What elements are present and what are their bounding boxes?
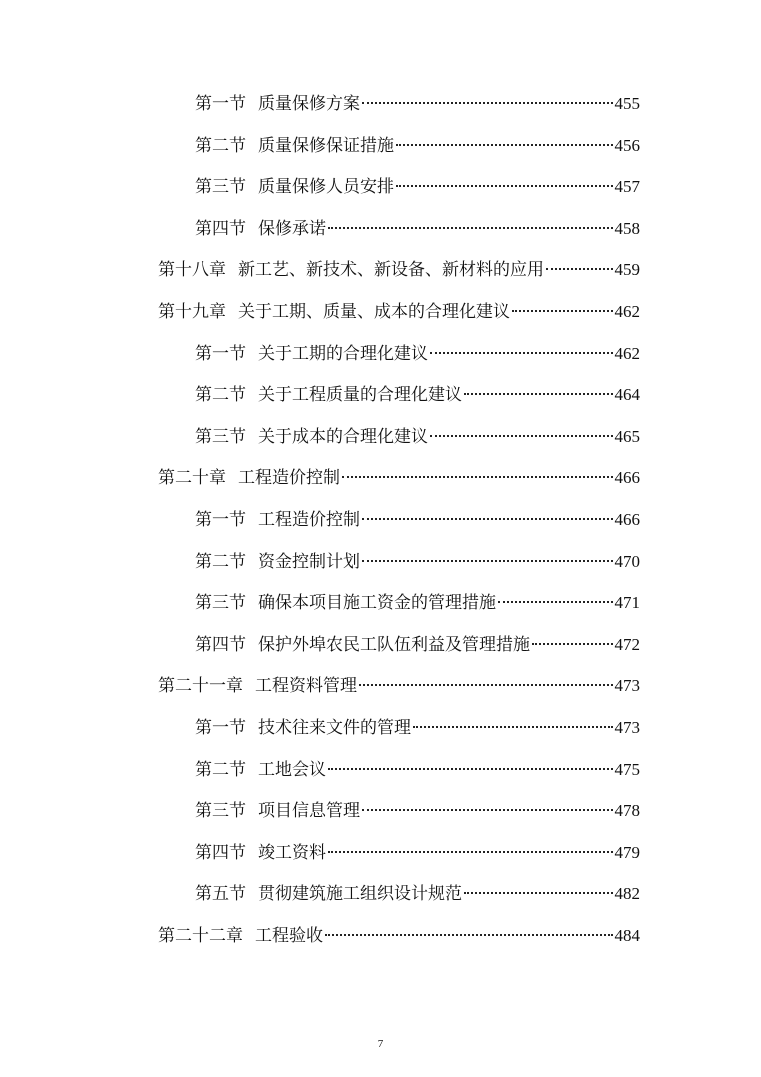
toc-section-entry[interactable] xyxy=(195,340,640,368)
toc-entry-label: 第三节 xyxy=(195,426,246,447)
toc-section-entry[interactable] xyxy=(195,90,640,118)
toc-entry-title: 工程造价控制 xyxy=(238,468,340,489)
dot-leader xyxy=(328,851,613,853)
toc-entry-title: 工程验收 xyxy=(255,926,323,946)
dot-leader xyxy=(430,435,613,437)
toc-entry-page-number: 482 xyxy=(614,884,640,904)
toc-entry-title: 保修承诺 xyxy=(258,218,326,239)
toc-section-entry[interactable] xyxy=(195,381,640,409)
toc-section-entry[interactable] xyxy=(195,132,640,160)
toc-entry-title: 贯彻建筑施工组织设计规范 xyxy=(258,884,462,905)
toc-entry-label: 第二节 xyxy=(195,551,246,572)
dot-leader xyxy=(464,393,613,395)
toc-entry-title: 资金控制计划 xyxy=(258,551,360,572)
toc-entry-title: 质量保修人员安排 xyxy=(258,177,394,198)
toc-entry-label: 第二节 xyxy=(195,135,246,156)
toc-section-entry[interactable] xyxy=(195,714,640,742)
dot-leader xyxy=(512,310,613,312)
dot-leader xyxy=(342,476,613,478)
toc-entry-label: 第四节 xyxy=(195,634,246,655)
dot-leader xyxy=(362,809,613,811)
toc-section-entry[interactable] xyxy=(195,173,640,201)
toc-entry-label: 第一节 xyxy=(195,510,246,530)
toc-entry-title: 质量保修方案 xyxy=(258,94,360,114)
dot-leader xyxy=(413,726,613,728)
toc-entry-label: 第二十章 xyxy=(158,468,226,489)
toc-entry-label: 第四节 xyxy=(195,218,246,239)
toc-chapter-entry[interactable] xyxy=(158,672,640,700)
toc-section-entry[interactable] xyxy=(195,506,640,534)
dot-leader xyxy=(430,352,613,354)
toc-entry-label: 第三节 xyxy=(195,177,246,198)
toc-entry-label: 第二节 xyxy=(195,385,246,406)
toc-chapter-entry[interactable] xyxy=(158,922,640,950)
toc-entry-title: 技术往来文件的管理 xyxy=(258,718,411,738)
toc-entry-title: 关于成本的合理化建议 xyxy=(258,426,428,447)
toc-section-entry[interactable] xyxy=(195,839,640,867)
toc-entry-title: 工程造价控制 xyxy=(258,510,360,530)
toc-entry-page-number: 459 xyxy=(614,260,640,280)
toc-entry-page-number: 473 xyxy=(614,718,640,737)
toc-section-entry[interactable] xyxy=(195,589,640,617)
dot-leader xyxy=(362,560,613,562)
dot-leader xyxy=(396,185,613,187)
dot-leader xyxy=(362,102,613,104)
dot-leader xyxy=(532,643,613,645)
dot-leader xyxy=(362,518,613,520)
toc-section-entry[interactable] xyxy=(195,548,640,576)
toc-entry-page-number: 471 xyxy=(614,593,640,613)
dot-leader xyxy=(396,144,613,146)
toc-entry-title: 保护外埠农民工队伍利益及管理措施 xyxy=(258,634,530,655)
toc-section-entry[interactable] xyxy=(195,423,640,451)
toc-entry-title: 确保本项目施工资金的管理措施 xyxy=(258,593,496,614)
toc-entry-page-number: 456 xyxy=(614,135,640,155)
toc-entry-label: 第二十二章 xyxy=(158,926,243,946)
toc-entry-label: 第二节 xyxy=(195,759,246,780)
dot-leader xyxy=(498,601,613,603)
dot-leader xyxy=(328,768,613,770)
dot-leader xyxy=(328,227,613,229)
toc-entry-title: 竣工资料 xyxy=(258,842,326,863)
toc-chapter-entry[interactable] xyxy=(158,298,640,326)
toc-entry-page-number: 462 xyxy=(614,302,640,321)
toc-entry-page-number: 484 xyxy=(614,926,640,945)
toc-section-entry[interactable] xyxy=(195,215,640,243)
toc-section-entry[interactable] xyxy=(195,631,640,659)
toc-entry-label: 第一节 xyxy=(195,343,246,364)
toc-entry-page-number: 466 xyxy=(614,510,640,529)
toc-entry-page-number: 475 xyxy=(614,759,640,779)
toc-entry-label: 第三节 xyxy=(195,593,246,614)
toc-entry-label: 第五节 xyxy=(195,884,246,905)
toc-entry-label: 第十九章 xyxy=(158,302,226,322)
dot-leader xyxy=(325,934,613,936)
toc-entry-page-number: 472 xyxy=(614,634,640,654)
toc-entry-page-number: 455 xyxy=(614,94,640,113)
toc-entry-title: 新工艺、新技术、新设备、新材料的应用 xyxy=(238,260,544,281)
toc-entry-page-number: 462 xyxy=(614,343,640,363)
toc-section-entry[interactable] xyxy=(195,797,640,825)
toc-entry-page-number: 473 xyxy=(614,676,640,696)
toc-entry-page-number: 466 xyxy=(614,468,640,488)
toc-entry-page-number: 464 xyxy=(614,385,640,405)
toc-entry-page-number: 465 xyxy=(614,426,640,446)
page-number: 7 xyxy=(377,1038,384,1050)
toc-chapter-entry[interactable] xyxy=(158,464,640,492)
toc-entry-page-number: 478 xyxy=(614,801,640,821)
toc-entry-title: 质量保修保证措施 xyxy=(258,135,394,156)
toc-section-entry[interactable] xyxy=(195,880,640,908)
toc-entry-label: 第四节 xyxy=(195,842,246,863)
dot-leader xyxy=(359,684,613,686)
toc-entry-title: 项目信息管理 xyxy=(258,801,360,822)
toc-entry-title: 工地会议 xyxy=(258,759,326,780)
toc-entry-label: 第二十一章 xyxy=(158,676,243,697)
toc-entry-title: 关于工期、质量、成本的合理化建议 xyxy=(238,302,510,322)
toc-entry-label: 第一节 xyxy=(195,718,246,738)
dot-leader xyxy=(464,892,613,894)
toc-entry-title: 工程资料管理 xyxy=(255,676,357,697)
toc-entry-label: 第一节 xyxy=(195,94,246,114)
toc-entry-page-number: 470 xyxy=(614,551,640,571)
toc-entry-page-number: 479 xyxy=(614,842,640,862)
toc-section-entry[interactable] xyxy=(195,756,640,784)
toc-entry-title: 关于工程质量的合理化建议 xyxy=(258,385,462,406)
toc-entry-page-number: 457 xyxy=(614,177,640,197)
toc-entry-label: 第三节 xyxy=(195,801,246,822)
toc-chapter-entry[interactable] xyxy=(158,256,640,284)
toc-entry-title: 关于工期的合理化建议 xyxy=(258,343,428,364)
dot-leader xyxy=(546,268,613,270)
toc-entry-page-number: 458 xyxy=(614,218,640,238)
toc-entry-label: 第十八章 xyxy=(158,260,226,281)
